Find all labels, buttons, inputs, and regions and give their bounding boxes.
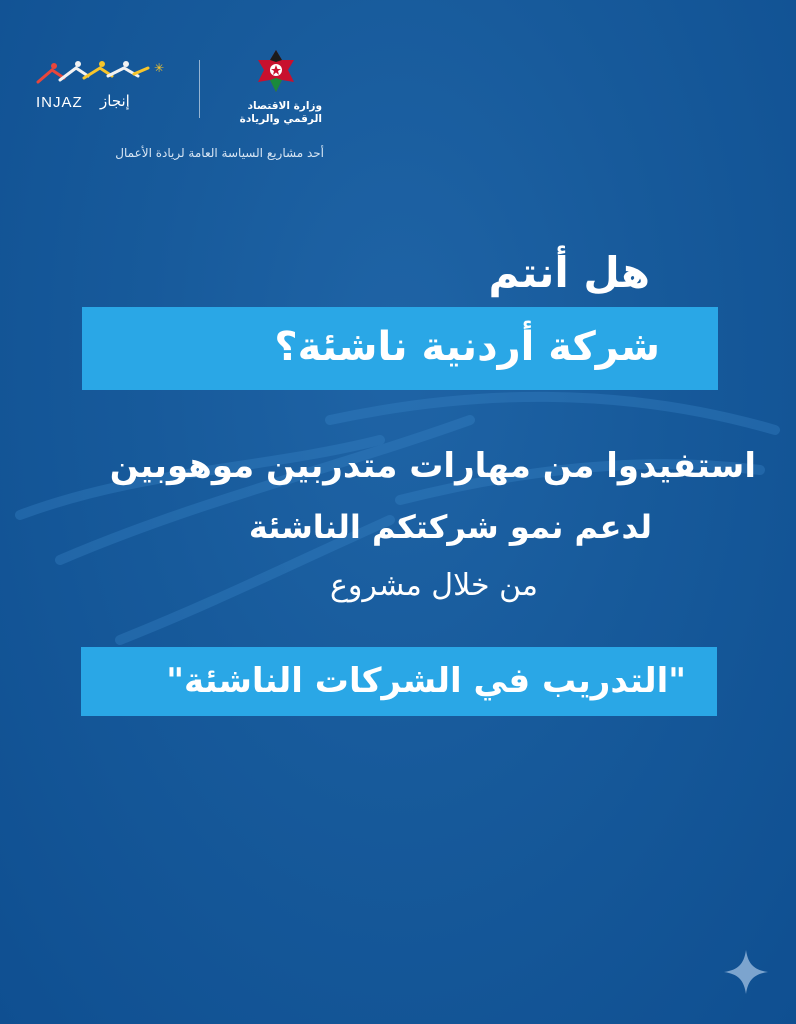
ministry-logo (232, 48, 322, 128)
svg-text:✳: ✳ (154, 61, 165, 75)
body-line3: من خلال مشروع (330, 568, 538, 603)
injaz-logo (30, 58, 180, 118)
headline-line1: هل أنتم (488, 248, 650, 297)
ministry-name (232, 100, 322, 126)
logo-divider (199, 60, 200, 118)
injaz-latin-text: INJAZ (36, 94, 83, 111)
program-name: "التدريب في الشركات الناشئة" (166, 661, 686, 701)
injaz-figures-icon (30, 58, 180, 94)
ministry-emblem-icon (254, 48, 298, 96)
sparkle-icon (722, 948, 770, 996)
injaz-arabic-text: إنجاز (100, 92, 130, 110)
body-line1: استفيدوا من مهارات متدربين موهوبين (109, 446, 756, 486)
ministry-name-line1: وزارة الاقتصاد (247, 100, 322, 112)
ministry-name-line2: الرقمي والريادة (239, 113, 322, 125)
headline-line2: شركة أردنية ناشئة؟ (274, 324, 660, 370)
body-line2: لدعم نمو شركتكم الناشئة (248, 508, 652, 546)
tagline: أحد مشاريع السياسة العامة لريادة الأعمال (115, 146, 324, 160)
